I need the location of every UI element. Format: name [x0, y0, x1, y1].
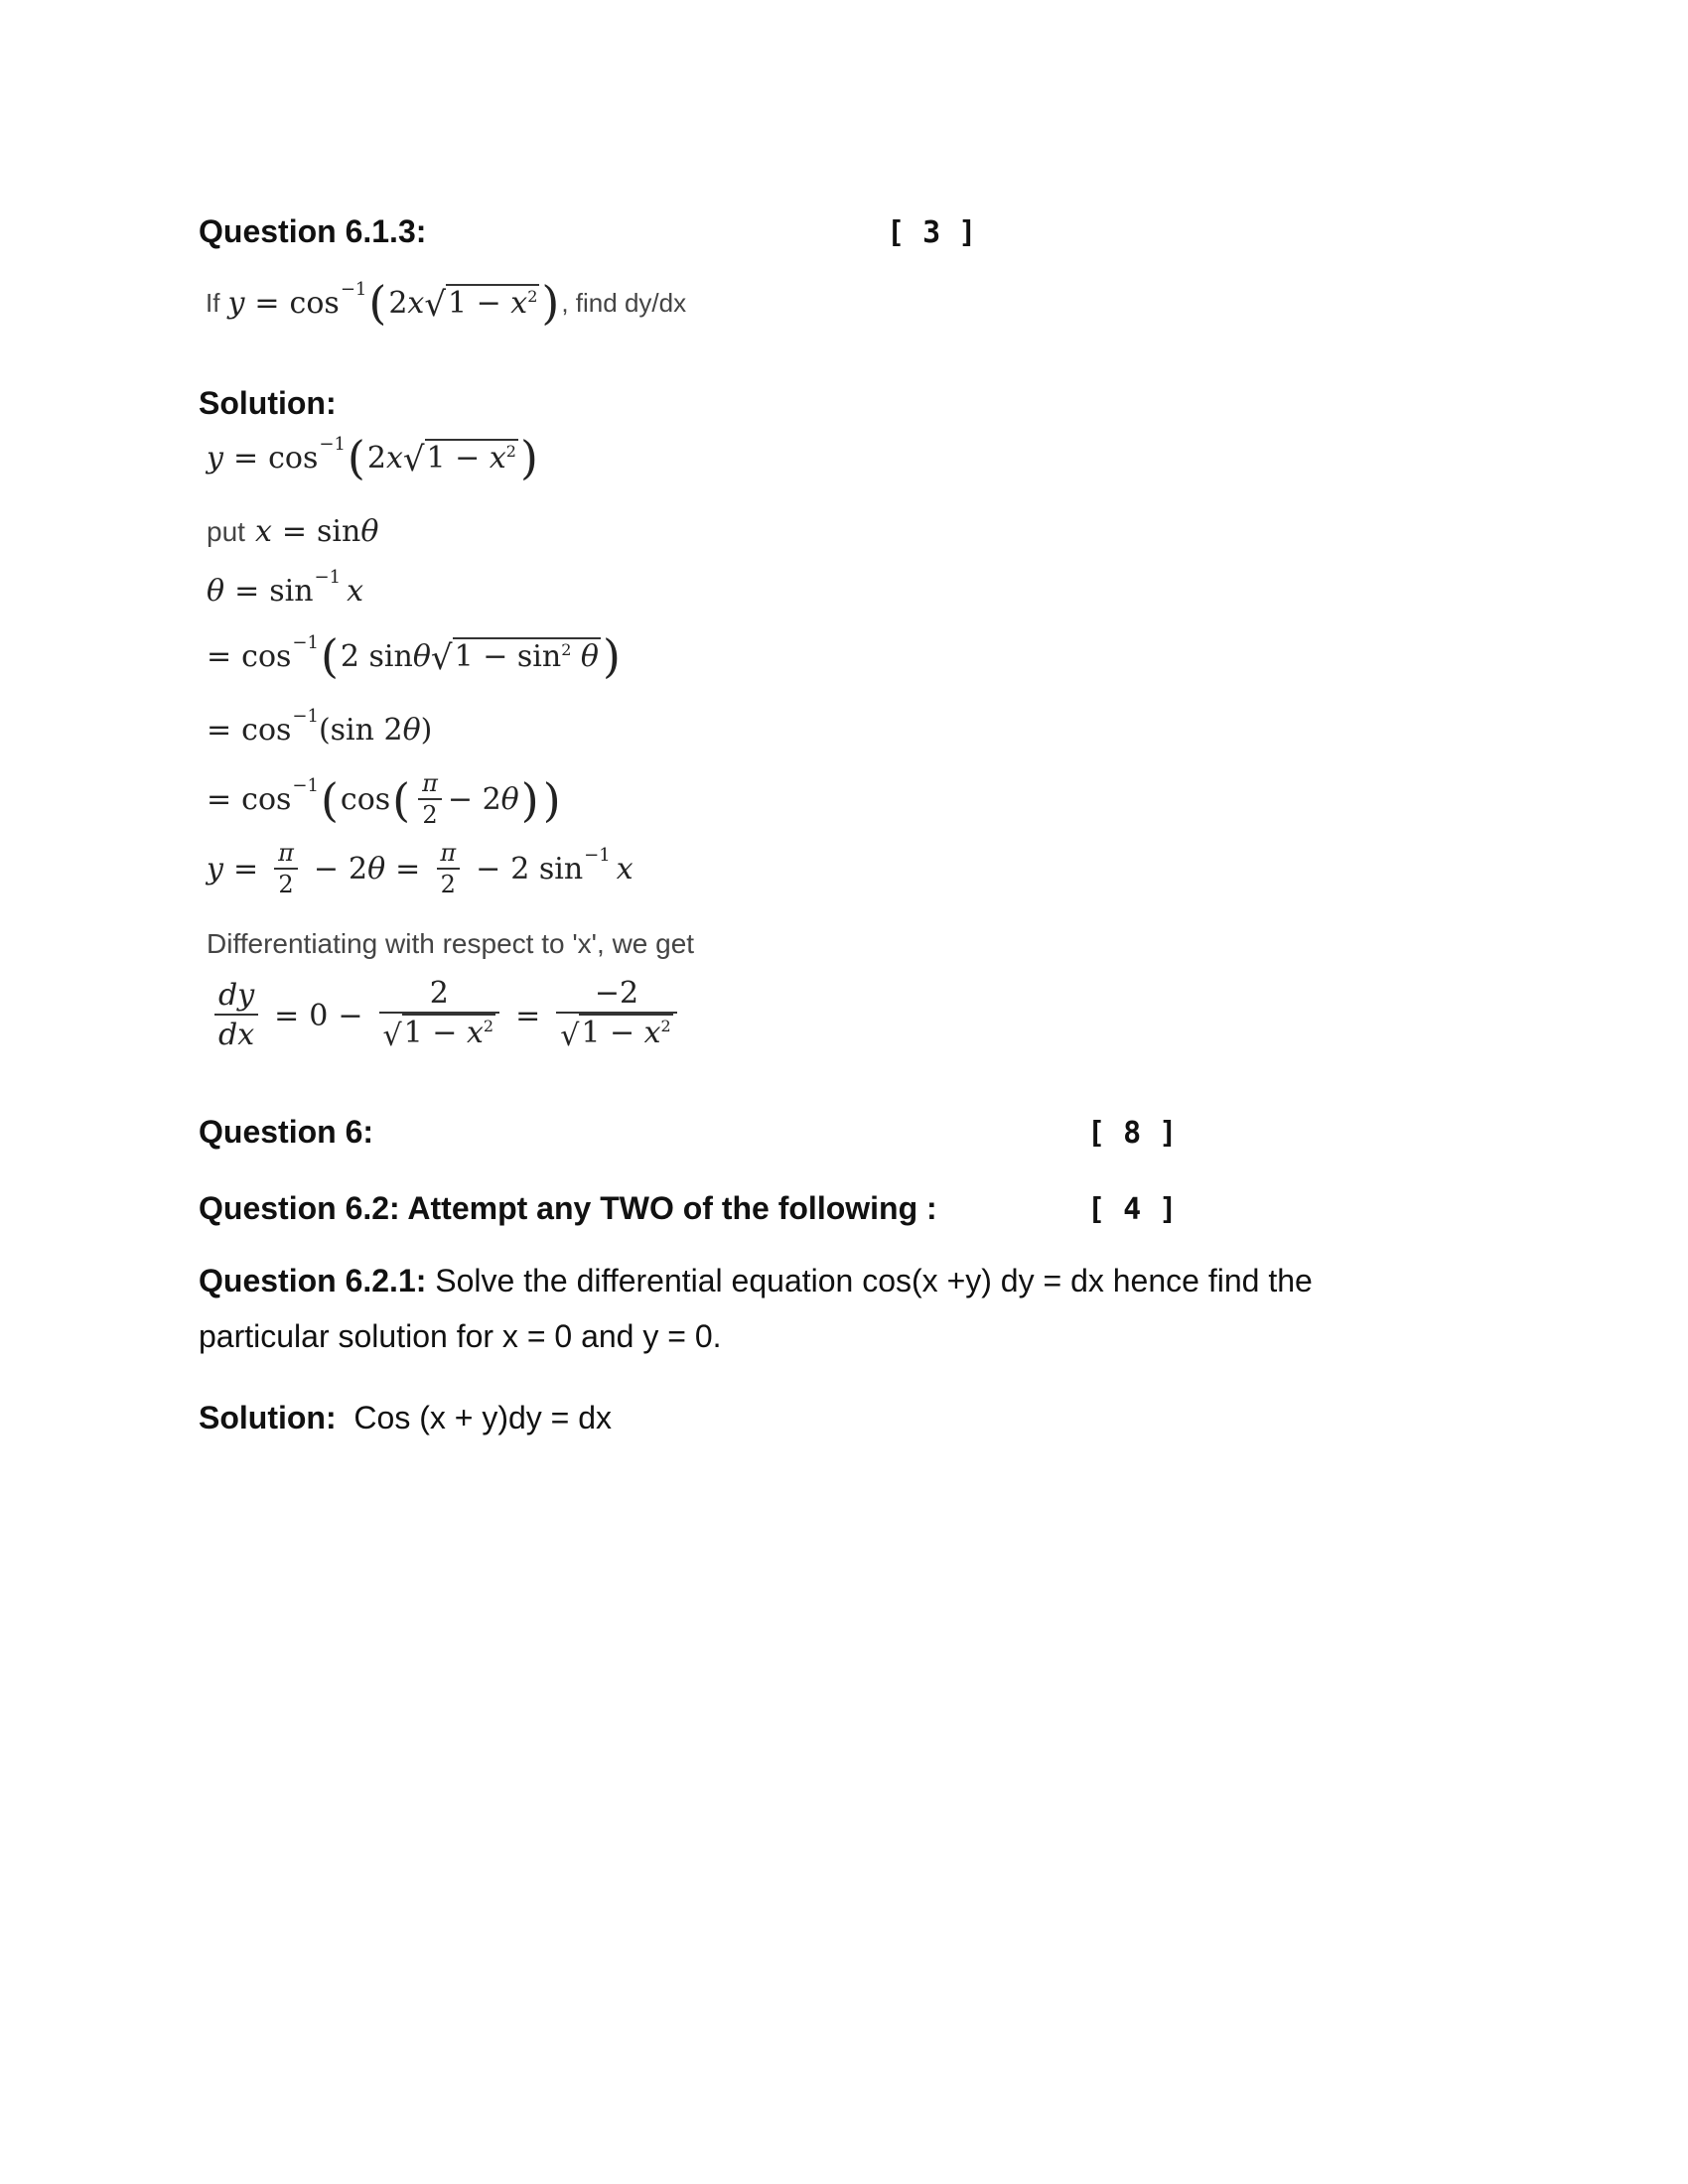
- question-6-title: Question 6:: [199, 1114, 374, 1150]
- question-suffix: , find dy/dx: [561, 287, 687, 318]
- solution-step-6: = cos −1 ( cos ( $\frac{\pi}{2}$ − 2 θ ) ): [207, 769, 563, 831]
- question-6-2-title: Question 6.2: Attempt any TWO of the following :: [199, 1190, 937, 1226]
- question-6-2-1-solution-text: Cos (x + y)dy = dx: [336, 1400, 613, 1435]
- solution-label: Solution:: [199, 385, 337, 421]
- question-6-2-1-solution: [199, 1390, 612, 1445]
- put-label: put: [207, 515, 245, 547]
- differentiating-text: Differentiating with respect to 'x', we get: [207, 928, 695, 959]
- question-6-2-1-label: Question 6.2.1:: [199, 1263, 427, 1298]
- question-6-1-3-marks: [ 3 ]: [887, 215, 977, 250]
- solution-step-7: y = $\frac{\pi}{2}$ − 2 θ = $\frac{\pi}{2}$ − 2 sin −1 x: [207, 839, 633, 900]
- question-6-marks: [ 8 ]: [1087, 1116, 1178, 1151]
- solution-step-4: = cos −1 ( 2 sin θ √ $1 - \sin^2 \theta$ ): [207, 629, 621, 683]
- question-6-2-1-text-line2: particular solution for x = 0 and y = 0.: [199, 1318, 722, 1354]
- question-6-2-1-text-line1: Solve the differential equation cos(x +y) dy = dx hence find the: [426, 1263, 1313, 1298]
- question-6-2-marks: [ 4 ]: [1087, 1192, 1178, 1227]
- question-prefix: If: [206, 287, 220, 318]
- solution-step-2: put x = sin θ: [207, 514, 379, 549]
- question-6-2-1-solution-label: Solution:: [199, 1400, 337, 1435]
- solution-step-8: $\frac{dy}{dx}$ = 0 − 2 √ $1 - x^2$ = −2 √ $1 - x^2$: [209, 976, 683, 1055]
- solution-step-5: = cos −1 (sin 2 θ ): [207, 706, 433, 748]
- solution-step-3: θ = sin −1 x: [207, 567, 363, 609]
- solution-step-1: y = cos −1 ( 2 x √ $1 - x^2$ ): [207, 431, 538, 484]
- question-6-2-1: [199, 1253, 1313, 1364]
- question-6-1-3-statement: If y = cos −1 ( 2x √ $1 - x^2$ ) , find dy/dx: [206, 276, 687, 330]
- question-6-1-3-title: Question 6.1.3:: [199, 213, 427, 249]
